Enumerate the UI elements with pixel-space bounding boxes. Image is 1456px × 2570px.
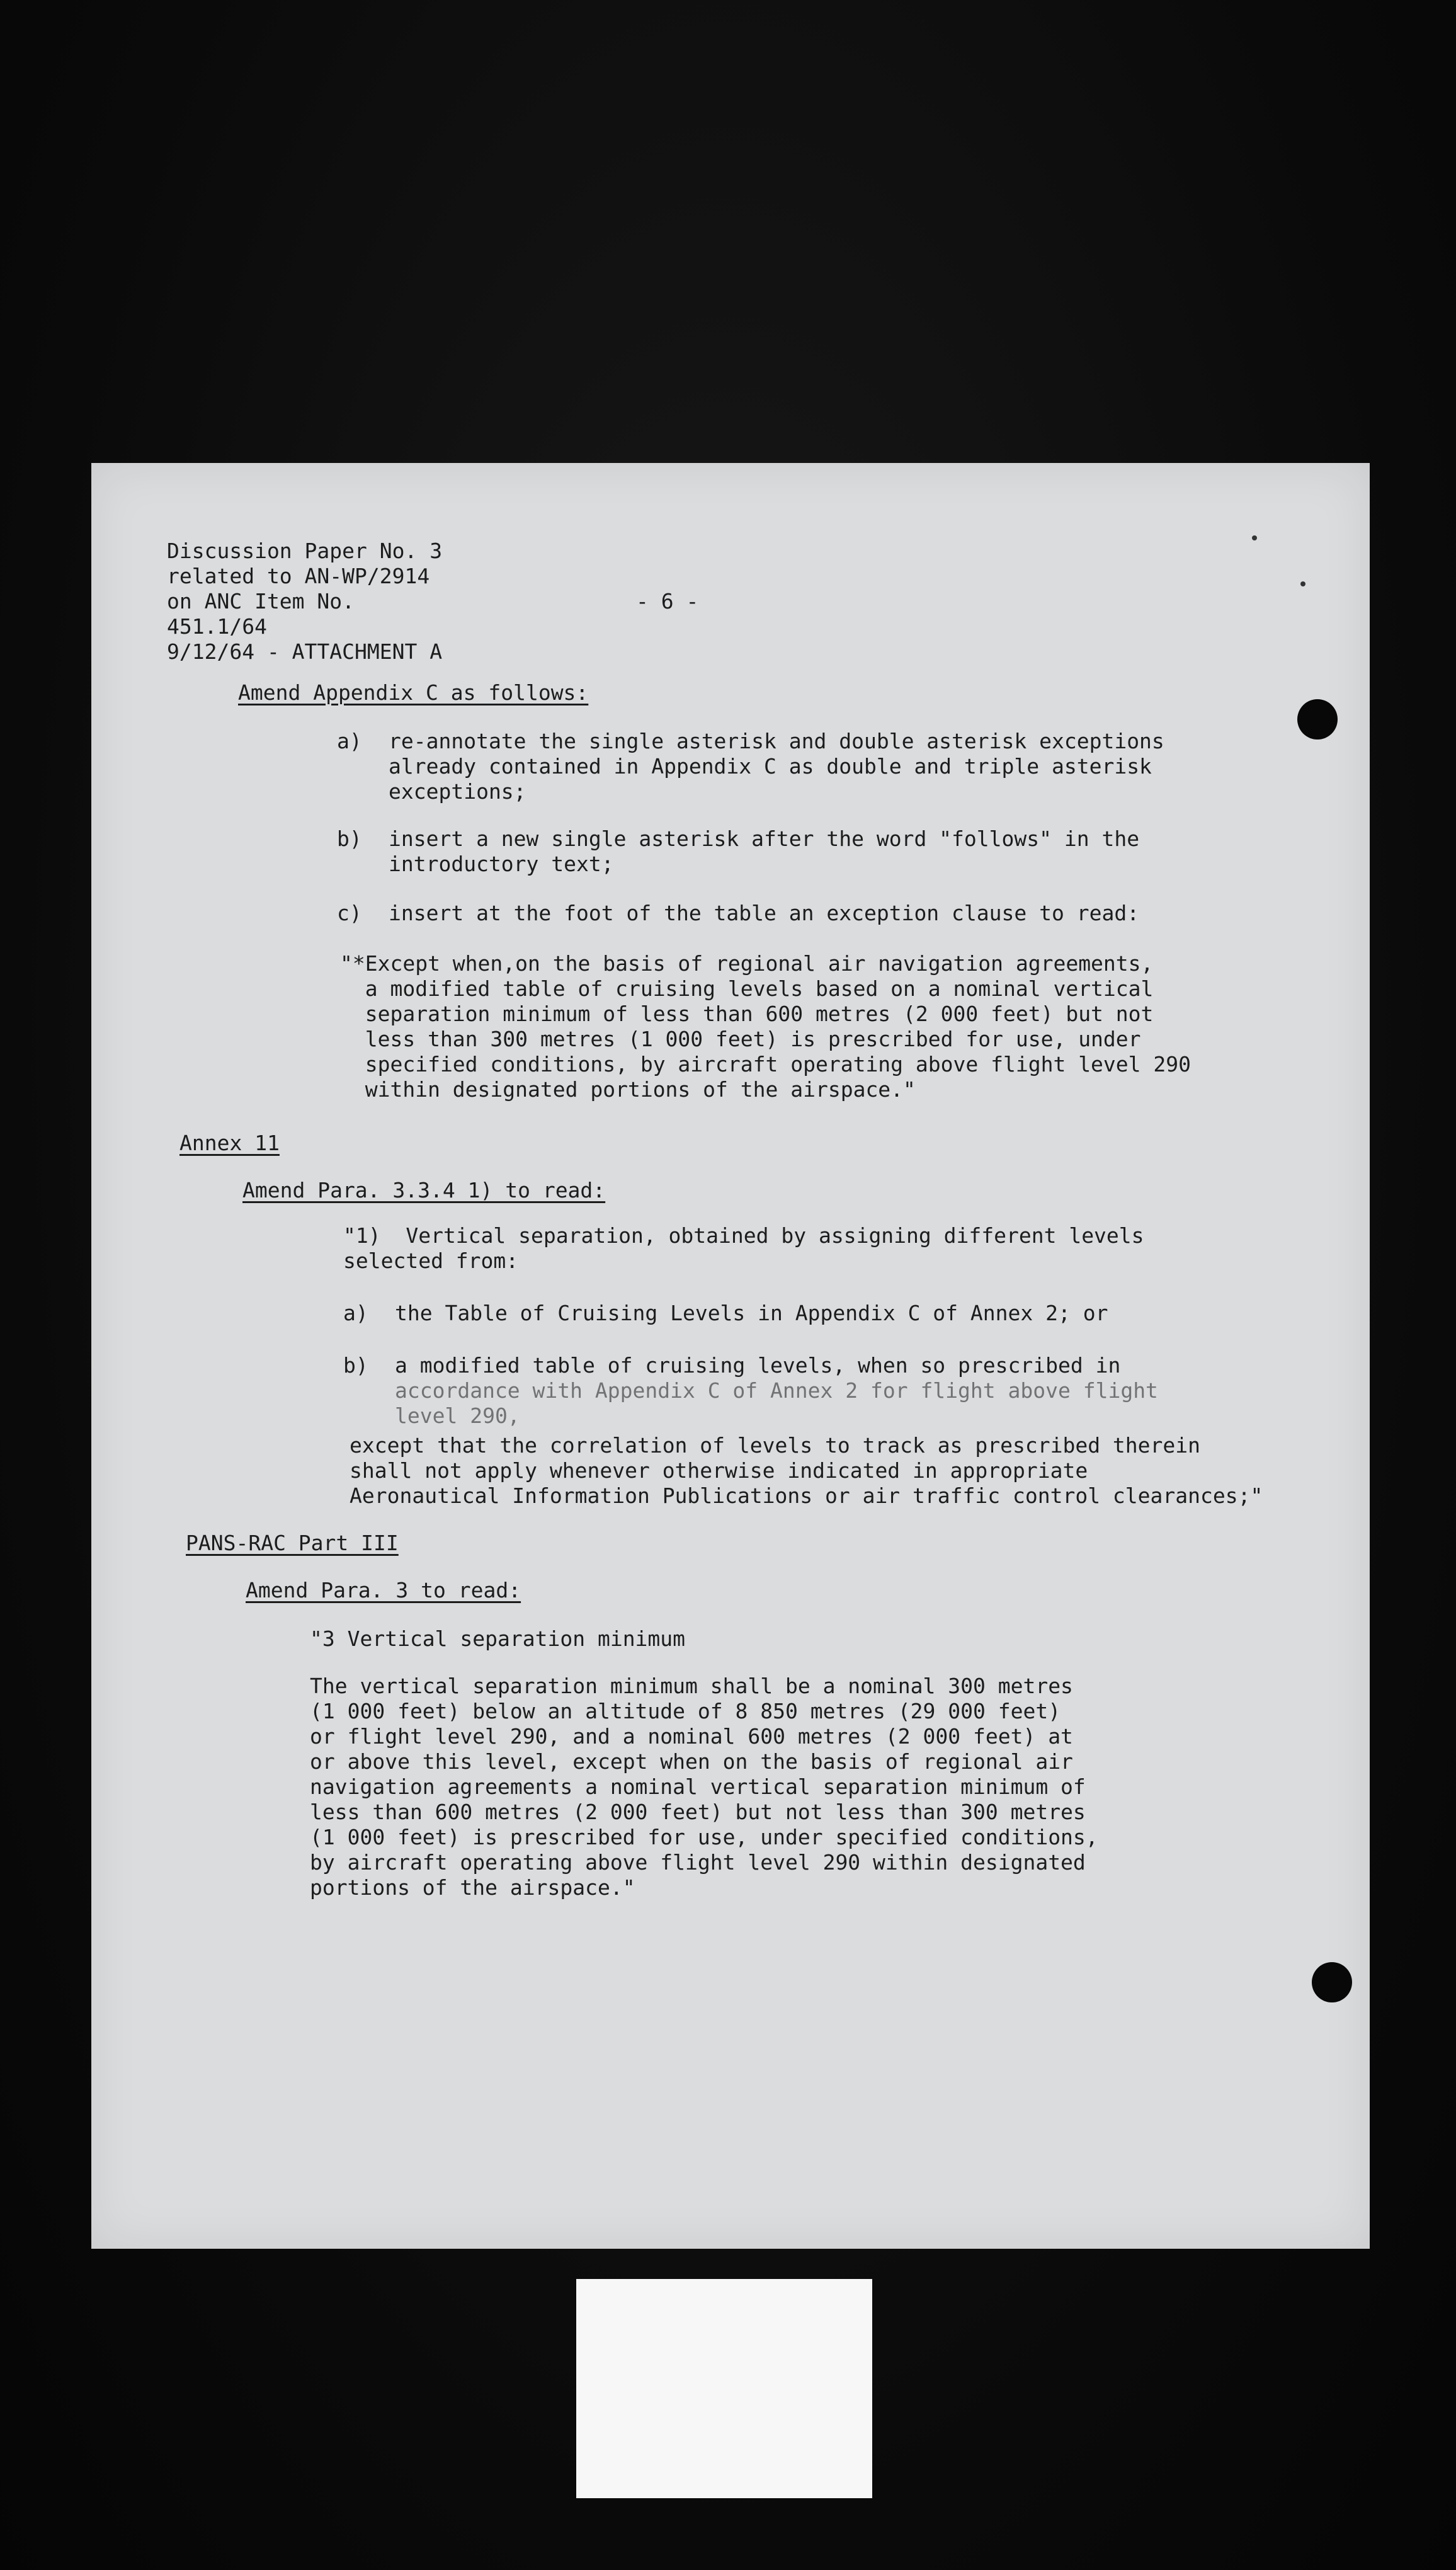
header-line: 9/12/64 - ATTACHMENT A [167, 639, 443, 664]
list-item-line: a modified table of cruising levels, when so prescribed in [395, 1353, 1121, 1378]
quote-line: "*Except when,on the basis of regional air navigation agreements, [340, 951, 1154, 976]
section-title: Annex 11 [179, 1131, 280, 1155]
list-marker: b) [343, 1353, 368, 1378]
list-item-line: insert a new single asterisk after the word "follows" in the [389, 826, 1140, 851]
page-number: - 6 - [636, 589, 699, 614]
list-marker: c) [337, 901, 362, 925]
paragraph-line: The vertical separation minimum shall be a nominal 300 metres [310, 1674, 1073, 1698]
paragraph-subheading: "3 Vertical separation minimum [310, 1626, 686, 1651]
paragraph-line: (1 000 feet) below an altitude of 8 850 metres (29 000 feet) [310, 1699, 1061, 1723]
list-marker: a) [337, 729, 362, 753]
list-item-line: introductory text; [389, 852, 614, 876]
paragraph-line: or flight level 290, and a nominal 600 metres (2 000 feet) at [310, 1724, 1073, 1749]
paragraph-line: except that the correlation of levels to track as prescribed therein [350, 1433, 1201, 1458]
amend-heading: Amend Para. 3.3.4 1) to read: [242, 1178, 606, 1202]
punch-hole-bottom [1312, 1962, 1352, 2002]
section-title: PANS-RAC Part III [186, 1531, 399, 1555]
paper-speck [1300, 581, 1305, 586]
blank-card [576, 2279, 872, 2498]
paragraph-line: by aircraft operating above flight level 290 within designated [310, 1850, 1086, 1875]
paragraph-line: or above this level, except when on the basis of regional air [310, 1749, 1073, 1774]
punch-hole-top [1297, 699, 1338, 740]
paragraph-line: "1) Vertical separation, obtained by assigning different levels [343, 1223, 1144, 1248]
paragraph-line: portions of the airspace." [310, 1875, 635, 1900]
list-item-line: the Table of Cruising Levels in Appendix C of Annex 2; or [395, 1301, 1108, 1325]
amend-heading: Amend Para. 3 to read: [246, 1578, 521, 1602]
paragraph-line: less than 600 metres (2 000 feet) but not less than 300 metres [310, 1800, 1086, 1824]
quote-line: less than 300 metres (1 000 feet) is prescribed for use, under [340, 1027, 1141, 1051]
list-item-line: insert at the foot of the table an exception clause to read: [389, 901, 1140, 925]
header-line: related to AN-WP/2914 [167, 564, 430, 588]
quote-line: specified conditions, by aircraft operating above flight level 290 [340, 1052, 1192, 1077]
list-marker: a) [343, 1301, 368, 1325]
quote-line: separation minimum of less than 600 metres (2 000 feet) but not [340, 1002, 1154, 1026]
paragraph-line: shall not apply whenever otherwise indicated in appropriate [350, 1458, 1088, 1483]
list-item-line: exceptions; [389, 779, 526, 804]
list-item-line: re-annotate the single asterisk and double asterisk exceptions [389, 729, 1164, 753]
header-line: 451.1/64 [167, 614, 267, 639]
list-item-line: already contained in Appendix C as double and triple asterisk [389, 754, 1152, 779]
paper-speck [1252, 535, 1257, 540]
list-item-line: level 290, [395, 1403, 520, 1428]
list-item-line: accordance with Appendix C of Annex 2 for flight above flight [395, 1378, 1158, 1403]
paragraph-line: selected from: [343, 1248, 519, 1273]
paragraph-line: (1 000 feet) is prescribed for use, under specified conditions, [310, 1825, 1098, 1849]
paragraph-line: navigation agreements a nominal vertical separation minimum of [310, 1774, 1086, 1799]
quote-line: within designated portions of the airspace." [340, 1077, 916, 1102]
quote-line: a modified table of cruising levels based on a nominal vertical [340, 976, 1154, 1001]
list-marker: b) [337, 826, 362, 851]
appendix-c-heading: Amend Appendix C as follows: [238, 680, 589, 705]
header-line: Discussion Paper No. 3 [167, 539, 443, 563]
header-line: on ANC Item No. [167, 589, 355, 614]
paragraph-line: Aeronautical Information Publications or air traffic control clearances;" [350, 1483, 1263, 1508]
